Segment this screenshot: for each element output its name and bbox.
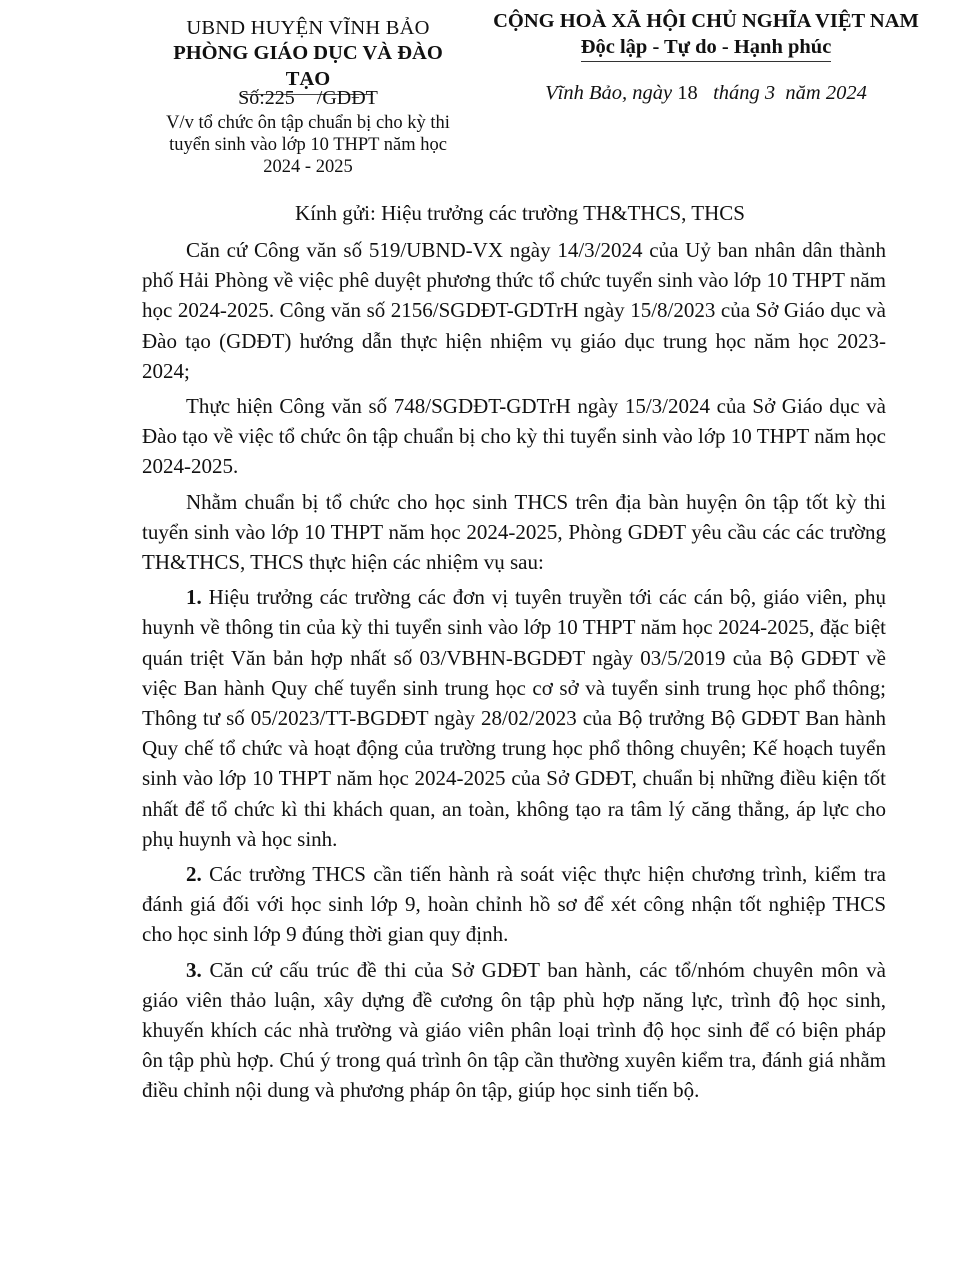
department-name: PHÒNG GIÁO DỤC VÀ ĐÀO TẠO — [173, 42, 443, 90]
national-motto: Độc lập - Tự do - Hạnh phúc — [581, 34, 832, 62]
date-year: năm 2024 — [785, 82, 867, 104]
document-subject — [150, 112, 466, 178]
body-paragraph: Căn cứ Công văn số 519/UBND-VX ngày 14/3/2024 của Uỷ ban nhân dân thành phố Hải Phòng về việc phê duyệt phương thức tổ chức tuyển sinh vào lớp 10 THPT năm học 2024-2025. Công văn số 2156/SGDĐT-GDTrH ngày 15/8/2023 của Sở Giáo dục và Đào tạo (GDĐT) hướng dẫn thực hiện nhiệm vụ giáo dục trung học năm học 2023-2024; — [142, 238, 886, 383]
task-number: 1. — [186, 585, 202, 610]
task-item — [142, 859, 886, 950]
place-and-date — [486, 80, 926, 106]
subject-line: V/v tổ chức ôn tập chuẩn bị cho kỳ thi — [166, 113, 450, 133]
task-item — [142, 955, 886, 1106]
document-number — [150, 86, 466, 110]
agency-name: UBND HUYỆN VĨNH BẢO — [186, 17, 430, 39]
recipient-line: Kính gửi: Hiệu trưởng các trường TH&THCS, THCS — [295, 201, 745, 225]
issuing-agency-header — [150, 16, 466, 95]
body-paragraph: Nhằm chuẩn bị tổ chức cho học sinh THCS trên địa bàn huyện ôn tập tốt kỳ thi tuyển sinh vào lớp 10 THPT năm học 2024-2025, Phòng GDĐT yêu cầu các các trường TH&THCS, THCS thực hiện các nhiệm vụ sau: — [142, 489, 886, 575]
national-header — [486, 8, 926, 62]
task-text: Các trường THCS cần tiến hành rà soát việc thực hiện chương trình, kiểm tra đánh giá đối với học sinh lớp 9, hoàn chỉnh hồ sơ để xét công nhận tốt nghiệp THCS cho học sinh lớp 9 đúng thời gian quy định. — [142, 862, 886, 947]
subject-line: 2024 - 2025 — [263, 157, 353, 177]
document-body — [142, 235, 886, 1111]
document-number-prefix: Số:225 — [238, 87, 295, 109]
date-place-label: Vĩnh Bảo, ngày — [545, 82, 673, 104]
nation-title: CỘNG HOÀ XÃ HỘI CHỦ NGHĨA VIỆT NAM — [493, 10, 919, 32]
date-day: 18 — [677, 82, 698, 104]
subject-line: tuyển sinh vào lớp 10 THPT năm học — [169, 135, 447, 155]
body-paragraph: Thực hiện Công văn số 748/SGDĐT-GDTrH ngày 15/3/2024 của Sở Giáo dục và Đào tạo về việc tổ chức ôn tập chuẩn bị cho kỳ thi tuyển sinh vào lớp 10 THPT năm học 2024-2025. — [142, 394, 886, 479]
task-text: Hiệu trưởng các trường các đơn vị tuyên truyền tới các cán bộ, giáo viên, phụ huynh về thông tin của kỳ thi tuyển sinh vào lớp 10 THPT năm học 2024-2025, đặc biệt quán triệt Văn bản hợp nhất số 03/VBHN-BGDĐT ngày 03/5/2019 của Bộ GDĐT về việc Ban hành Quy chế tuyển sinh trung học cơ sở và tuyển sinh trung học phổ thông; Thông tư số 05/2023/TT-BGDĐT ngày 28/02/2023 của Bộ trưởng Bộ GDĐT Ban hành Quy chế tổ chức và hoạt động của trường trung học phổ thông chuyên; Kế hoạch tuyển sinh vào lớp 10 THPT năm học 2024-2025 của Sở GDĐT, chuẩn bị những điều kiện tốt nhất để tổ chức kì thi khách quan, an toàn, không tạo ra tâm lý căng thẳng, áp lực cho phụ huynh và học sinh. — [142, 585, 886, 851]
task-item — [142, 582, 886, 854]
document-number-suffix: /GDĐT — [316, 87, 378, 109]
date-month: tháng 3 — [713, 82, 776, 104]
task-text: Căn cứ cấu trúc đề thi của Sở GDĐT ban hành, các tổ/nhóm chuyên môn và giáo viên thảo luận, xây dựng đề cương ôn tập phù hợp năng lực, trình độ học sinh, khuyến khích các nhà trường và giáo viên phân loại trình độ học sinh để có biện pháp ôn tập phù hợp. Chú ý trong quá trình ôn tập cần thường xuyên kiểm tra, đánh giá nhằm điều chỉnh nội dung và phương pháp ôn tập, giúp học sinh tiến bộ. — [142, 957, 886, 1103]
task-number: 2. — [186, 862, 202, 887]
task-number: 3. — [186, 957, 202, 982]
